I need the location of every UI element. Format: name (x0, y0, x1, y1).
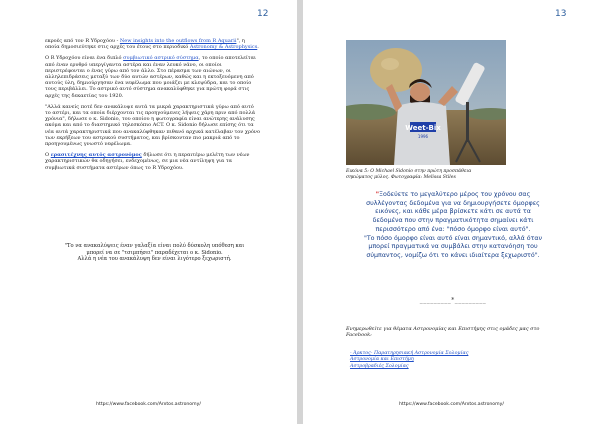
footer-url-left[interactable]: https://www.facebook.com/Arxtos.astronomy/ (96, 402, 201, 407)
facebook-link-science[interactable]: Αστρονομία και Επιστήμη (350, 357, 414, 363)
paragraph-discovery: "Αλλά κανείς ποτέ δεν ανακάλυψε αυτά τα μικρά χαρακτηριστικά γύρω από αυτό το αστέρι, και τα οποία διέρχονται τις προηγούμενες λήψεις χάρη πριν από πολλά χρόνια", δήλωσε ο κ. Sidonio, του οποίου η φωτογραφία είναι ανώτερης ανάλυσης ακόμα και από το διαστημικό τηλεσκόπιο ACT. Ο κ. Sidonio δήλωσε επίσης ότι τα νέα αυτά χαρακτηριστικά που ανακαλύφθηκαν πιθανό αρχικά κατέλαβαν τον χρόνο των εκρήξεων του αστρικού συστήματος, και βρίσκονταν πιο μακριά από το προηγουμένως γνωστό νεφέλωμα. (45, 103, 260, 148)
link-symbiotic-system[interactable]: συμβιωτικό αστρικό σύστημα (123, 55, 199, 62)
article-body-left (45, 38, 260, 176)
photo-caption: Εικόνα 5: Ο Michael Sidonio στην πρώτη προσπάθεια σηκώματος μύλος. Φωτογραφία: Melissa Stiles (346, 169, 472, 180)
section-separator: _________*_________ (419, 297, 487, 304)
featured-quote: "Ξοδεύετε το μεγαλύτερο μέρος του χρόνου σας συλλέγοντας δεδομένα για να δημιουργήσετε όμορφες εικόνες, και κάθε μέρα βρίσκετε κάτι σε αυτά τα δεδομένα που στην πραγματικότητα σημαίνει κάτι περισσότερο από ένα: "πόσο όμορφο είναι αυτό". "Το πόσο όμορφο είναι αυτό είναι σημαντικό, αλλά όταν μπορεί πραγματικά να συμβάλει στην κατανόηση του σύμπαντος, νομίζω ότι το κάνει ιδιαίτερα ξεχωριστό". (343, 191, 563, 261)
quote-line-1: "Ξοδεύετε το μεγαλύτερο μέρος του χρόνου σας (375, 191, 531, 198)
facebook-intro: Ενημερωθείτε για θέματα Αστρονομίας και Επιστήμης στις ομάδες μας στο Facebook: (346, 326, 540, 339)
page-number-right: 13 (555, 9, 567, 19)
left-page (0, 0, 297, 424)
link-r-aquarii-paper[interactable]: New insights into the outflows from R Aquarii (119, 38, 237, 44)
right-page (303, 0, 600, 424)
paragraph-system: Ο R Υδροχόου είναι ένα διπλό συμβιωτικό αστρικό σύστημα, το οποίο αποτελείται από έναν ερυθρό υπεργίγαντα αστέρα και έναν λευκό νάνο, οι οποίοι περιστρέφονται ο ένας γύρω από τον άλλο. Στο πέρασμα των αιώνων, οι αλληλεπιδράσεις μεταξύ των δύο αυτών αστέρων, καθώς και η εκτοξευόμενη από αυτούς ύλη, δημιούργησαν ένα νεφέλωμα που μοιάζει με κλεψύδρα, και το οποίο τους περιβάλλει. Το αστρικό αυτό σύστημα ανακαλύφθηκε για πρώτη φορά στις αρχές της δεκαετίας του 1920. (45, 55, 256, 99)
photo-illustration (346, 40, 506, 165)
facebook-links (350, 351, 565, 370)
svg-text:Weet-Bix: Weet-Bix (405, 124, 441, 132)
link-astronomy-astrophysics[interactable]: Astronomy & Astrophysics (189, 44, 258, 51)
photo-sidonio (346, 40, 506, 165)
footer-url-right[interactable]: https://www.facebook.com/Arxtos.astronomy/ (399, 402, 504, 407)
pull-quote-left: "Το να ανακαλύψεις έναν γαλαξία είναι πολύ δύσκολη υπόθεση και μπορεί να σε "τσιμπήσει" παραδέχεται ο κ. Sidonio. Αλλά η νέα του ανακάλυψη δεν είναι λιγότερο ξεχωριστή. (64, 243, 245, 262)
paragraph-intro: εκροές από τον R Υδροχόου - New insights into the outflows from R Aquarii", η οποία δημοσιεύτηκε στις αρχές του έτους στο περιοδικό Astronomy & Astrophysics. (45, 38, 259, 51)
facebook-link-arktos[interactable]: - Άρκτος- Παρατηρησιακή Αστρονομία Σολομίας (350, 351, 469, 356)
link-amateur-astronomer[interactable]: ερασιτέχνης αυτός αστρονόμος (50, 152, 142, 159)
facebook-link-astro-nights[interactable]: Αστροβραδιές Σολομίας (350, 363, 409, 369)
page-number-left: 12 (257, 9, 269, 19)
svg-text:1996: 1996 (417, 134, 429, 139)
paragraph-amateur: Ο ερασιτέχνης αυτός αστρονόμος δήλωσε ότι η περαιτέρω μελέτη των νέων χαρακτηριστικών θα οδηγήσει, ενδεχομένως, σε μια νέα αντίληψη για τα συμβιωτικά συστήματα αστέρων όπως το R Υδροχόου. (45, 152, 250, 171)
